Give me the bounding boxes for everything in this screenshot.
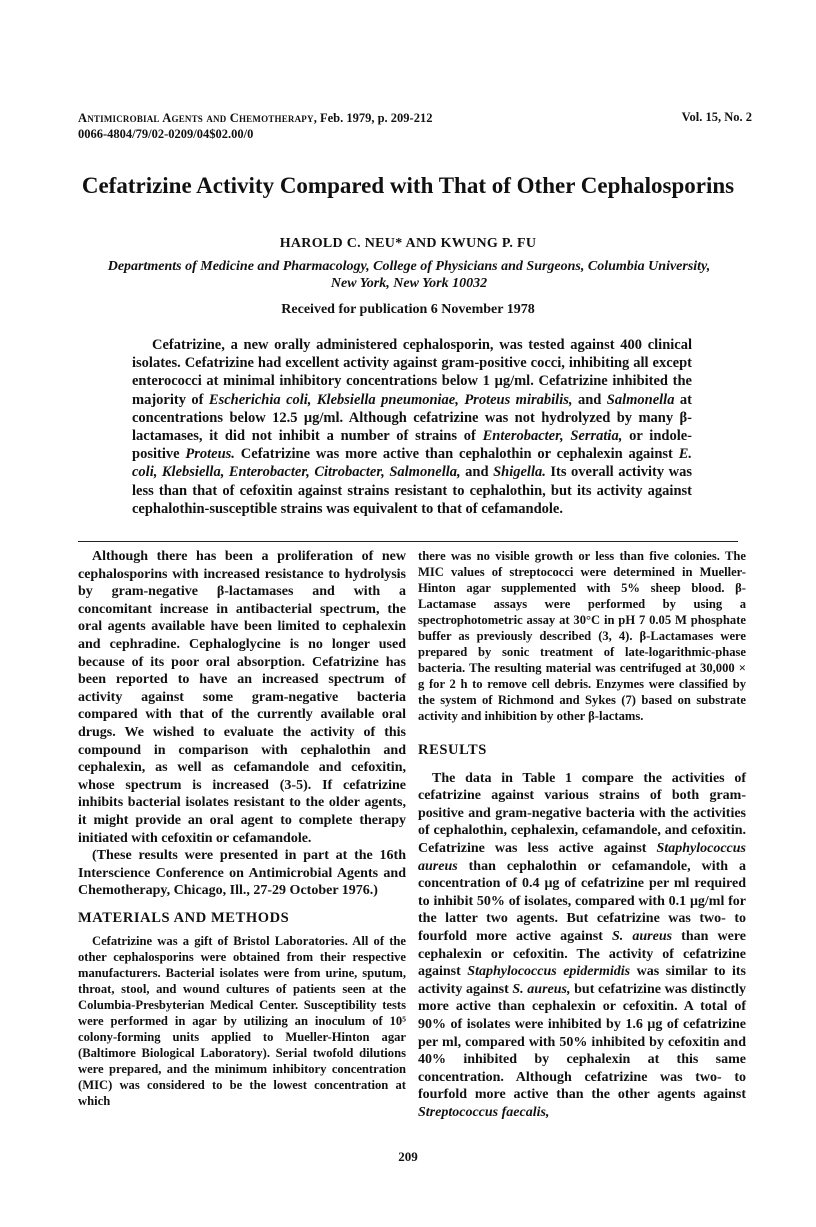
running-header (78, 110, 432, 142)
journal-name: Antimicrobial Agents and Chemotherapy (78, 111, 314, 125)
results-heading: RESULTS (418, 742, 487, 758)
methods-continued: there was no visible growth or less than five colonies. The MIC values of streptococci were determined in Mueller-Hinton agar supplemented with 5% sheep blood. β-Lactamase assays were performed by using a spectrophotometric assay at 30°C in pH 7 0.05 M phosphate buffer as previously described (3, 4). β-Lactamases were prepared by sonic treatment of late-logarithmic-phase bacteria. The resulting material was centrifuged at 30,000 × g for 2 h to remove cell debris. Enzymes were classified by the system of Richmond and Sykes (7) based on substrate activity and inhibition by other β-lactams. (418, 549, 746, 723)
affiliation (78, 258, 740, 292)
section-divider (78, 541, 738, 542)
methods-paragraph: Cefatrizine was a gift of Bristol Laboratories. All of the other cephalosporins were obtained from their respective manufacturers. Bacterial isolates were from urine, sputum, throat, stool, and wound cultures of patients seen at the Columbia-Presbyterian Medical Center. Susceptibility tests were performed in agar by utilizing an inoculum of 10⁵ colony-forming units applied to Mueller-Hinton agar (Baltimore Biological Laboratory). Serial twofold dilutions were prepared, and the minimum inhibitory concentration (MIC) was considered to be the lowest concentration at which (78, 934, 406, 1109)
authors: HAROLD C. NEU* AND KWUNG P. FU (279, 236, 537, 251)
results-paragraph: The data in Table 1 compare the activities of cefatrizine against various strains of both gram-positive and gram-negative bacteria with the activities of cephalothin, cephalexin, cefamandole, and cefoxitin. Cefatrizine was less active against Staphylococcus aureus than cephalothin or cefamandole, with a concentration of 0.4 μg of cefatrizine per ml required to inhibit 50% of isolates, compared with 0.1 μg/ml for the latter two agents. But cefatrizine was two- to fourfold more active against S. aureus than were cephalexin or cefoxitin. The activity of cefatrizine against Staphylococcus epidermidis was similar to its activity against S. aureus, but cefatrizine was distinctly more active than cephalexin or cefoxitin. A total of 90% of isolates were inhibited by 1.6 μg of cefatrizine per ml, compared with 50% inhibited by cefoxitin and 40% inhibited by cephalexin at this same concentration. Although cefatrizine was two- to fourfold more active than the other agents against Streptococcus faecalis, (418, 770, 747, 1120)
intro-paragraph: Although there has been a proliferation of new cephalosporins with increased resistance to hydrolysis by gram-negative β-lactamases and with a concomitant increase in antibacterial spectrum, the oral agents available have been limited to cephalexin and cephradine. Cephaloglycine is no longer used because of its poor oral absorption. Cefatrizine has been reported to have an increased spectrum of activity against some gram-negative bacteria compared with that of the currently available oral drugs. We wished to evaluate the activity of this compound in comparison with cephalothin and cephalexin, as well as cefamandole and cefoxitin, whose spectrum is increased (3-5). If cefatrizine inhibits bacterial isolates resistant to the older agents, it might provide an oral agent to complete therapy initiated with cefoxitin or cefamandole. (78, 549, 406, 846)
affiliation-line-1: Departments of Medicine and Pharmacology, College of Physicians and Surgeons, Columbia University, (107, 259, 711, 274)
presentation-note: (These results were presented in part at the 16th Interscience Conference on Antimicrobial Agents and Chemotherapy, Chicago, Ill., 27-29 October 1976.) (78, 848, 406, 899)
page-number: 209 (398, 1149, 418, 1164)
right-column (418, 548, 746, 1121)
left-column (78, 548, 406, 1109)
article-code: 0066-4804/79/02-0209/04$02.00/0 (78, 127, 254, 141)
abstract: Cefatrizine, a new orally administered cephalosporin, was tested against 400 clinical isolates. Cefatrizine had excellent activity against gram-positive cocci, inhibiting all except enterococci at minimal inhibitory concentrations below 1 μg/ml. Cefatrizine inhibited the majority of Escherichia coli, Klebsiella pneumoniae, Proteus mirabilis, and Salmonella at concentrations below 12.5 μg/ml. Although cefatrizine was not hydrolyzed by many β-lactamases, it did not inhibit a number of strains of Enterobacter, Serratia, or indole-positive Proteus. Cefatrizine was more active than cephalothin or cephalexin against E. coli, Klebsiella, Enterobacter, Citrobacter, Salmonella, and Shigella. Its overall activity was less than that of cefoxitin against strains resistant to cephalothin, but its activity against cephalothin-susceptible strains was equivalent to that of cefamandole. (132, 337, 693, 517)
volume-info: Vol. 15, No. 2 (681, 110, 752, 124)
methods-heading: MATERIALS AND METHODS (78, 909, 290, 926)
received-date: Received for publication 6 November 1978 (281, 302, 535, 317)
article-title: Cefatrizine Activity Compared with That of Other Cephalosporins (81, 173, 735, 198)
issue-info: , Feb. 1979, p. 209-212 (313, 111, 433, 125)
affiliation-line-2: New York, New York 10032 (330, 276, 488, 291)
